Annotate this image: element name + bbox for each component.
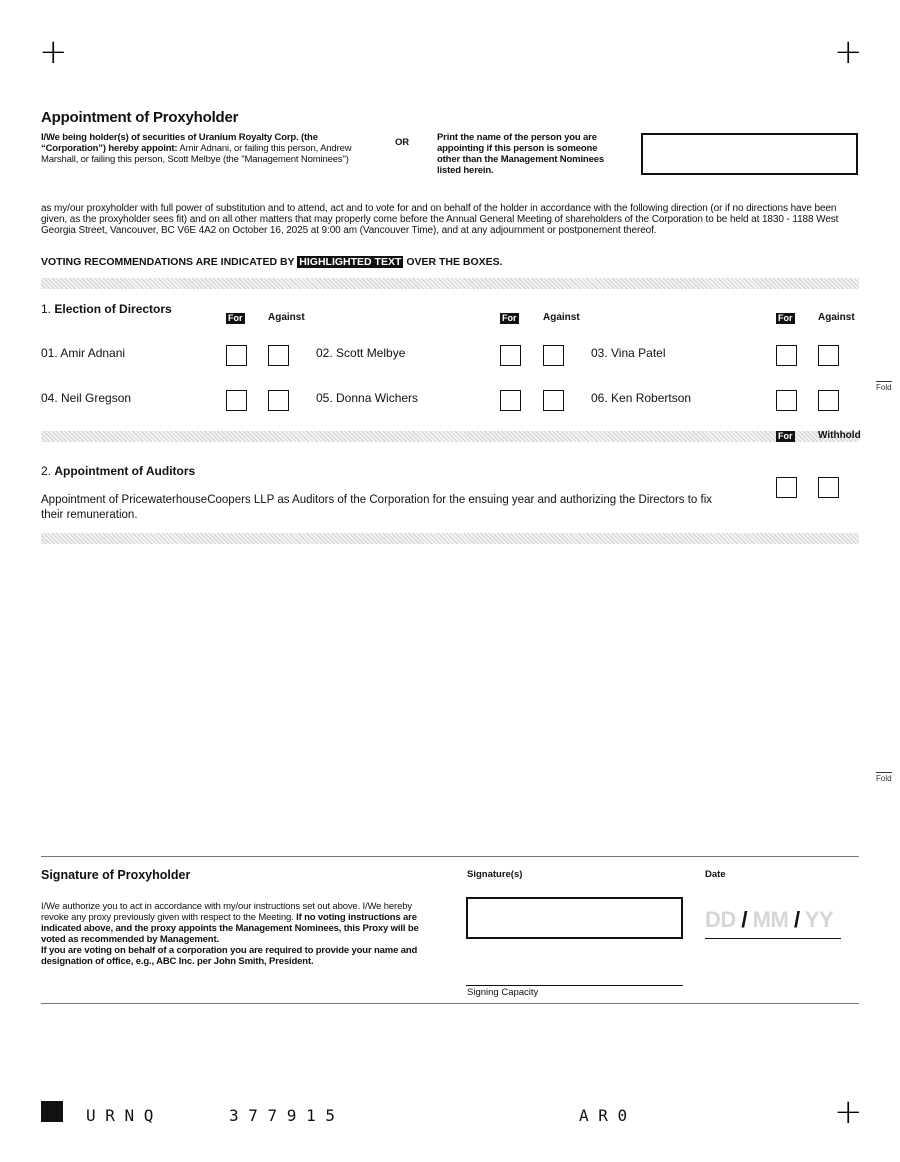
date-mm: MM [752, 907, 789, 932]
voting-recommendation [41, 256, 503, 268]
nominee-04-against-checkbox[interactable] [268, 390, 289, 411]
appointment-body: as my/our proxyholder with full power of substitution and to attend, act and to vote for and on behalf of the holder in accordance with the following direction (or if no directions have been given, as the proxyholder sees fit) and on all other matters that may properly come before the Annual General Meeting of shareholders of the Corporation to be held at 1830 - 1188 West Georgia Street, Vancouver, BC V6E 4A2 on October 16, 2025 at 9:00 am (Vancouver Time), and at any adjournment or postponement thereof. [41, 203, 839, 236]
hatch-divider-1 [41, 278, 859, 289]
directors-heading [41, 302, 172, 316]
for-header-col1: For [228, 313, 243, 323]
directors-number: 1. [41, 302, 52, 316]
appointment-title: Appointment of Proxyholder [41, 109, 239, 126]
appointment-intro-bold: I/We being holder(s) of securities of Uranium Royalty Corp. (the “Corporation”) hereby appoint: [41, 132, 318, 154]
footer-code-ar0: A R 0 [579, 1106, 628, 1125]
for-header-col2: For [502, 313, 517, 323]
auditors-withhold-header: Withhold [818, 430, 861, 441]
against-header-col3: Against [818, 312, 855, 323]
signatures-label: Signature(s) [467, 869, 523, 880]
signature-text-bold1: If no voting instructions are indicated above, and the proxy appoints the Management Nominees, this Proxy will be voted as recommended by Management. [41, 912, 419, 945]
nominee-02: 02. Scott Melbye [316, 346, 406, 360]
nominee-05-for-checkbox[interactable] [500, 390, 521, 411]
voting-rec-pre: VOTING RECOMMENDATIONS ARE INDICATED BY [41, 256, 295, 268]
footer-code-urnq: U R N Q [86, 1106, 154, 1125]
appointment-intro [41, 132, 376, 165]
proxyholder-name-input[interactable] [641, 133, 858, 175]
auditors-for-checkbox[interactable] [776, 477, 797, 498]
nominee-01-for-checkbox[interactable] [226, 345, 247, 366]
nominee-01: 01. Amir Adnani [41, 346, 126, 360]
auditors-heading [41, 464, 195, 478]
signing-capacity-label: Signing Capacity [467, 987, 539, 998]
crop-mark-bottom-right: + [834, 1092, 863, 1132]
nominee-04: 04. Neil Gregson [41, 391, 132, 405]
signing-capacity-line[interactable] [466, 985, 683, 986]
appointment-intro-rest: Amir Adnani, or failing this person, Andrew Marshall, or failing this person, Scott Melbye (the "Management Nominees") [41, 143, 352, 165]
nominee-06: 06. Ken Robertson [591, 391, 692, 405]
hatch-divider-2 [41, 431, 859, 442]
date-yy: YY [804, 907, 834, 932]
nominee-02-against-checkbox[interactable] [543, 345, 564, 366]
nominee-06-for-checkbox[interactable] [776, 390, 797, 411]
nominee-03: 03. Vina Patel [591, 346, 666, 360]
against-header-col1: Against [268, 312, 305, 323]
date-sep-1: / [741, 907, 748, 932]
nominee-01-against-checkbox[interactable] [268, 345, 289, 366]
or-label: OR [395, 137, 409, 148]
footer-code-number: 3 7 7 9 1 5 [229, 1106, 335, 1125]
auditors-number: 2. [41, 464, 52, 478]
signature-text-bold2: If you are voting on behalf of a corporation you are required to provide your name and designation of office, e.g., ABC Inc. per John Smith, President. [41, 945, 418, 967]
registration-square [41, 1101, 63, 1122]
auditors-title: Appointment of Auditors [54, 464, 196, 478]
auditors-withhold-checkbox[interactable] [818, 477, 839, 498]
for-header-col3: For [778, 313, 793, 323]
signature-input[interactable] [466, 897, 683, 939]
date-label: Date [705, 869, 726, 880]
crop-mark-top-left: + [39, 32, 68, 72]
directors-title: Election of Directors [54, 302, 172, 316]
signature-text-normal: I/We authorize you to act in accordance with my/our instructions set out above. I/We hereby revoke any proxy previously given with respect to the Meeting. [41, 901, 412, 923]
nominee-06-against-checkbox[interactable] [818, 390, 839, 411]
nominee-05-against-checkbox[interactable] [543, 390, 564, 411]
print-name-instruction: Print the name of the person you are appointing if this person is someone other than the Management Nominees listed herein. [437, 132, 604, 176]
date-input[interactable] [705, 907, 841, 939]
auditors-for-header: For [778, 431, 793, 441]
voting-rec-highlight: HIGHLIGHTED TEXT [299, 256, 402, 268]
hatch-divider-3 [41, 533, 859, 544]
date-sep-2: / [793, 907, 800, 932]
nominee-03-for-checkbox[interactable] [776, 345, 797, 366]
signature-bottom-rule [41, 1003, 859, 1004]
nominee-05: 05. Donna Wichers [316, 391, 419, 405]
crop-mark-top-right: + [834, 32, 863, 72]
nominee-02-for-checkbox[interactable] [500, 345, 521, 366]
nominee-03-against-checkbox[interactable] [818, 345, 839, 366]
signature-title: Signature of Proxyholder [41, 868, 191, 882]
against-header-col2: Against [543, 312, 580, 323]
fold-mark-1: Fold [876, 383, 892, 392]
nominee-04-for-checkbox[interactable] [226, 390, 247, 411]
voting-rec-post: OVER THE BOXES. [406, 256, 503, 268]
fold-mark-2: Fold [876, 774, 892, 783]
signature-instructions [41, 901, 441, 967]
auditors-text: Appointment of PricewaterhouseCoopers LLP as Auditors of the Corporation for the ensuing year and authorizing the Directors to fix their remuneration. [41, 494, 713, 521]
date-dd: DD [705, 907, 736, 932]
signature-top-rule [41, 856, 859, 857]
